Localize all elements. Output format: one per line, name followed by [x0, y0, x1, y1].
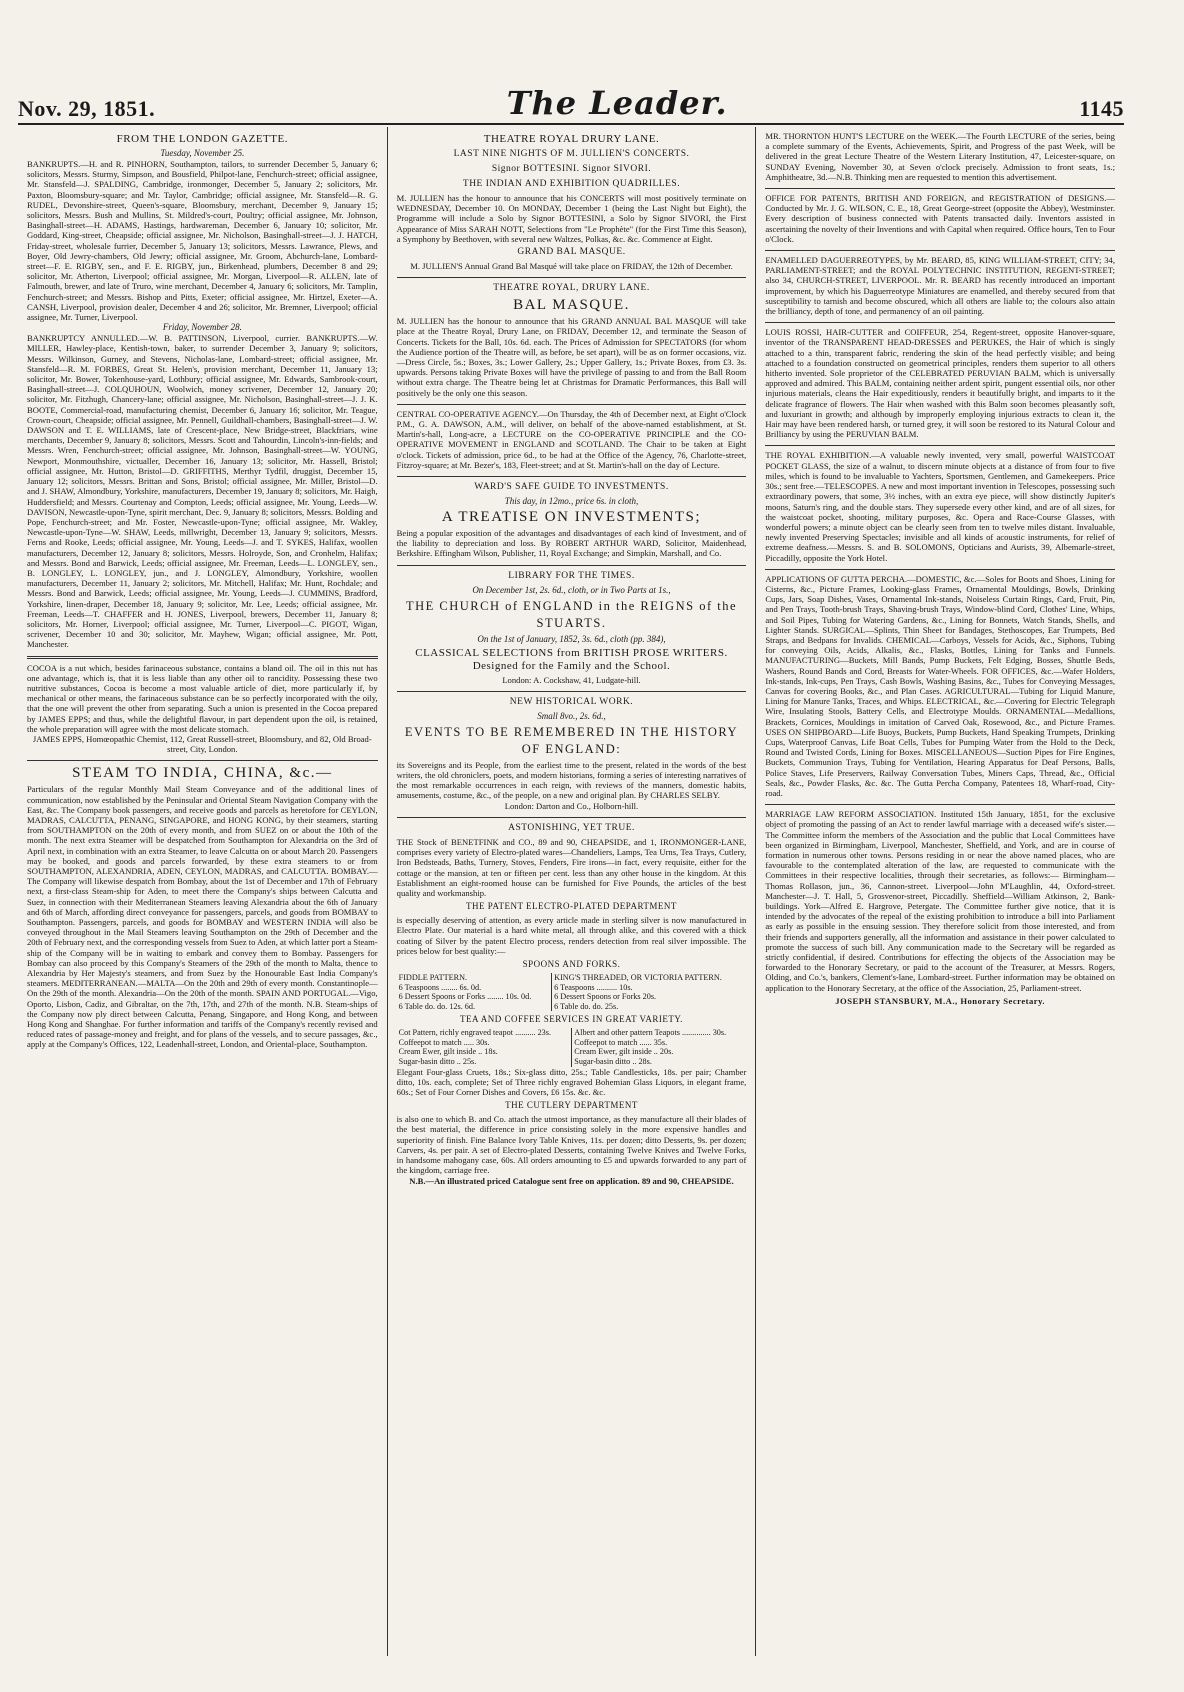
- table-cell: 6 Dessert Spoons or Forks 20s.: [552, 992, 747, 1002]
- divider: [27, 760, 378, 761]
- library-title-2: CLASSICAL SELECTIONS from BRITISH PROSE WRITERS. Designed for the Family and the School.: [415, 646, 728, 672]
- table-cell: Cream Ewer, gilt inside .. 18s.: [398, 1047, 498, 1057]
- newspaper-title: The Leader.: [506, 84, 728, 122]
- table-cell: FIDDLE PATTERN.: [398, 972, 468, 982]
- divider: [397, 817, 747, 818]
- history-heading: NEW HISTORICAL WORK.: [509, 696, 634, 707]
- tea-heading: TEA AND COFFEE SERVICES IN GREAT VARIETY.: [460, 1014, 683, 1025]
- divider: [765, 188, 1115, 189]
- masthead: [18, 78, 1124, 122]
- bal-advert: M. JULLIEN has the honour to announce that his GRAND ANNUAL BAL MASQUE will take place at the Theatre Royal, Drury Lane, on FRIDAY, December 12, and terminate the Season of Concerts. Tickets for the Ball, 10s. 6d. each. The Prices of Admission for SPECTATORS (for whom the Audience portion of the Theatre will, as before, be set apart), will be as on former occasions, viz.—Dress Circle, 5s.; Boxes, 3s.; Lower Gallery, 2s.; Upper Gallery, 1s.; Private Boxes, from £3. 3s. upwards. Persons taking Private Boxes will have the privilege of passing to and from the Ball Room without extra charge. The Theatre being let at Christmas for Dramatic Performances, this Ball will positively be the only one this season.: [396, 316, 747, 398]
- issue-date: Nov. 29, 1851.: [18, 96, 156, 121]
- ward-heading: WARD'S SAFE GUIDE TO INVESTMENTS.: [474, 482, 669, 493]
- table-row: [397, 973, 747, 983]
- divider: [765, 804, 1115, 805]
- table-cell: 6 Table do. do. 25s.: [552, 1002, 747, 1012]
- grand-bal-advert: M. JULLIEN'S Annual Grand Bal Masqué will take place on FRIDAY, the 12th of December.: [410, 261, 733, 272]
- history-title: EVENTS TO BE REMEMBERED IN THE HISTORY OF ENGLAND:: [404, 724, 739, 756]
- history-publisher: London: Darton and Co., Holborn-hill.: [504, 800, 639, 811]
- cutlery-note: N.B.—An illustrated priced Catalogue sent free on application. 89 and 90, CHEAPSIDE.: [409, 1175, 734, 1186]
- table-row: [397, 1047, 747, 1057]
- steam-title: STEAM TO INDIA, CHINA, &c.—: [72, 765, 333, 782]
- table-cell: Cream Ewer, gilt inside .. 20s.: [572, 1047, 747, 1057]
- royal-exhibition-advert: THE ROYAL EXHIBITION.—A valuable newly invented, very small, powerful WAISTCOAT POCKET GLASS, the size of a walnut, to discern minute objects at a distance of from four to five miles, which is found to be invaluable to Yachters, Sportsmen, Gentlemen, and Gamekeepers. Price 30s.; sent free.—TELESCOPES. A new and most important invention in Telescopes, possessing such extraordinary powers, that some, 3½ inches, with an extra eye piece, will show distinctly Jupiter's moons, Saturn's ring, and the double stars. They supersede every other kind, and are of all sizes, for the waistcoat pocket, shooting, military purposes, &c. Opera and Race-Course Glasses, with wonderful powers; a minute object can be clearly seen from ten to twelve miles distant. Invaluable, newly invented Preserving Spectacles; invisible and all kinds of acoustic instruments, for relief of extreme deafness.—Messrs. S. and B. SOLOMONS, Opticians and Aurists, 39, Albemarle-street, Piccadilly, opposite the York Hotel.: [765, 450, 1115, 563]
- table-row: [397, 1002, 747, 1012]
- table-cell: 6 Teaspoons .......... 10s.: [552, 983, 747, 993]
- steam-advert: Particulars of the regular Monthly Mail Steam Conveyance and of the additional lines of communication, now established by the Peninsular and Oriental Steam Navigation Company with the East, &c. The Company book passengers, and receive goods and parcels as heretofore for CEYLON, MADRAS, CALCUTTA, PENANG, SINGAPORE, and HONG KONG, by their steamers, starting from SOUTHAMPTON on the 20th of every month, and from SUEZ on or about the 10th of the month. The next extra Steamer will be despatched from Southampton for Alexandria on the 3rd of April next, in combination with an extra Steamer, to leave Calcutta on or about March 20. Passengers may be booked, and goods and parcels forwarded, by these extra steamers to or from SOUTHAMPTON, ALEXANDRIA, ADEN, CEYLON, MADRAS, and CALCUTTA. BOMBAY.—The Company will likewise despatch from Bombay, about the 1st of December and 17th of February next, a first-class Steam-ship for Aden, to meet there the Company's ships between Calcutta and Suez, in connection with their Mediterranean Steamers leaving Alexandria about the 6th of January and 6th of March, affording direct conveyance for passengers, parcels, and goods from BOMBAY to Southampton. Passengers, parcels, and goods for BOMBAY and WESTERN INDIA will also be conveyed throughout in the Mail Steamers leaving Southampton on the 29th of December and the 20th of February next, and the corresponding vessels from Suez to Aden, at which latter port a Steam-ship of the Company will be in waiting to embark and convey them to Bombay. Passengers for Bombay can also proceed by this Company's Steamers of the 29th of the month to Malta, thence to Alexandria by Her Majesty's steamers, and from Suez by the Honourable East India Company's steamers. MEDITERRANEAN.—MALTA—On the 20th and 29th of every month. Constantinople—On the 29th of the month. Alexandria—On the 20th of the month. SPAIN AND PORTUGAL.—Vigo, Oporto, Lisbon, Cadiz, and Gibraltar, on the 7th, 17th, and 27th of the month. N.B. Steam-ships of the Company now ply direct between Calcutta, Penang, Singapore, and Hong Kong, and between Hong Kong and Shanghae. For further information and tariffs of the Company's recently revised and reduced rates of passage-money and freight, and for plans of the vessels, and to secure passages, &c., apply at the Company's Offices, 122, Leadenhall-street, London, and Oriental-place, Southampton.: [27, 784, 378, 1050]
- drury-performers: Signor BOTTESINI. Signor SIVORI.: [491, 164, 652, 174]
- bal-heading: THEATRE ROYAL, DRURY LANE.: [493, 283, 650, 294]
- cocoa-signature: JAMES EPPS, Homœopathic Chemist, 112, Great Russell-street, Bloomsbury, and 82, Old Broad-street, City, London.: [32, 733, 372, 755]
- marriage-law-advert: MARRIAGE LAW REFORM ASSOCIATION. Instituted 15th January, 1851, for the exclusive object of promoting the passing of an Act to render lawful marriage with a deceased wife's sister.—The Committee inform the members of the Association and the public that Local Committees have been organized in Birmingham, Liverpool, Manchester, Sheffield, and York, and are in course of formation in numerous other towns. Persons residing in or near the above named places, who are favourable to the contemplated alteration of the law, are requested to communicate with the Committees in their respective localities, through their secretaries, as follows:— Birmingham—Thomas Rollason, jun., 36, Cannon-street. Liverpool—John M'Laughlin, 44, Oxford-street. Manchester—J. T. Hall, 5, Grosvenor-street, Piccadilly. Sheffield—William Atkinson, 2, Bank-buildings. York—Alfred E. Hargrove, Petergate. The Committee further give notice, that it is intended by the advocates of the repeal of the existing prohibition to introduce a bill into Parliament as early as possible in the ensuing session. They therefore solicit from those interested, and from their friends and supporters generally, all the information and assistance in their power calculated to promote the success of such bill. Any communication made to the Secretary will be regarded as strictly confidential, if desired. Contributions for effecting the objects of the Association may be forwarded to the Honorary Secretary, or paid to the account of the Treasurer, at Messrs. Rogers, Olding, and Co.'s, bankers, Clement's-lane, Lombard-street. Further information may be obtained on application to the Honorary Secretary, at the office of the Association, 25, Parliament-street.: [765, 809, 1115, 993]
- table-cell: Coffeepot to match ...... 35s.: [572, 1038, 747, 1048]
- drury-advert: M. JULLIEN has the honour to announce that his CONCERTS will most positively terminate on WEDNESDAY, December 10. On MONDAY, December 1 (being the Last Night but Eight), the Programme will include a Solo by Signor BOTTESINI, a Solo by Signor SIVORI, the First Appearance of Miss SARAH NOTT, Selections from "Le Prophète" (for the First Time this Season), a Symphony by Beethoven, with several new Waltzes, Polkas, &c. &c. Commence at Eight.: [396, 193, 747, 244]
- cocoa-advert: COCOA is a nut which, besides farinaceous substance, contains a bland oil. The oil in this nut has one advantage, which is, that it is less liable than any other oil to rancidity. Possessing these two nutritive substances, Cocoa is become a most valuable article of diet, more particularly if, by mechanical or other means, the farinaceous substance can be so perfectly incorporated with the oily, that the one will prevent the other from separating. Such a union is presented in the Cocoa prepared by JAMES EPPS; and thus, while the delightful flavour, in part dependent upon the oil, is retained, the whole preparation will agree with the most delicate stomach.: [27, 662, 378, 734]
- hunt-lecture-advert: MR. THORNTON HUNT'S LECTURE on the WEEK.—The Fourth LECTURE of the series, being a complete summary of the Events, Achievements, Spirit, and Progress of the past Week, will be delivered in the great Lecture Theatre of the Western Literary Institution, 47, Leicester-square, on SUNDAY Evening, November 30, at Seven o'clock precisely. Admission to front seats, 1s.; Amphitheatre, 3d.—N.B. Thinking men are requested to mention this advertisement.: [765, 131, 1115, 182]
- column-2: [387, 127, 756, 1656]
- table-row: [397, 983, 747, 993]
- divider: [397, 691, 747, 692]
- columns: [18, 127, 1124, 1656]
- column-3: [755, 127, 1124, 1656]
- divider: [765, 569, 1115, 570]
- drury-title: THEATRE ROYAL DRURY LANE.: [483, 133, 660, 145]
- table-row: [397, 992, 747, 1002]
- table-cell: 6 Teaspoons ........ 6s. 0d.: [398, 982, 482, 992]
- table-cell: Sugar-basin ditto .. 28s.: [572, 1057, 747, 1067]
- library-subtitle-2: On the 1st of January, 1852, 3s. 6d., cloth (pp. 384),: [477, 633, 666, 644]
- daguerreotypes-advert: ENAMELLED DAGUERREOTYPES, by Mr. BEARD, 85, KING WILLIAM-STREET, CITY; 34, PARLIAMENT-STREET; and the ROYAL POLYTECHNIC INSTITUTION, REGENT-STREET; also 34, CHURCH-STREET, LIVERPOOL. Mr. R. BEARD has recently introduced an important improvement, by which his Daguerreotype Miniatures are enamelled, and thereby secured from that susceptibility to tarnish and become obscured, which all others are liable to; the colours also attain the brilliancy, depth of tone, and permanency of an oil painting.: [765, 255, 1115, 317]
- rossi-advert: LOUIS ROSSI, HAIR-CUTTER and COIFFEUR, 254, Regent-street, opposite Hanover-square, inventor of the TRANSPARENT HEAD-DRESSES and PERUKES, the Hair of which is singly attached to a thin, transparent fabric, rendering the skin of the head perfectly visible; and being attached to a foundation constructed on geometrical principles, renders them superior to all others hitherto invented. Sole proprietor of the CELEBRATED PERUVIAN BALM, which is universally approved and admired. This BALM, containing neither ardent spirit, pungent essential oils, nor other injurious materials, cleans the Hair expeditiously, renders it beautifully bright, and imparts to it the delicate fragrance of flowers. The Hair when washed with this Balm soon becomes pleasantly soft, and luxuriant in growth; and although by improperly employing injurious extracts to clean it, the Hair may have been rendered harsh, or turned grey, it will soon be restored to its Natural Colour and Brilliancy by using the PERUVIAN BALM.: [765, 327, 1115, 440]
- cooperative-advert: CENTRAL CO-OPERATIVE AGENCY.—On Thursday, the 4th of December next, at Eight o'Clock P.M., G. A. DAWSON, A.M., will deliver, on behalf of the above-named establishment, at St. Martin's-hall, Long-acre, a LECTURE on the CO-OPERATIVE PRINCIPLE and the CO-OPERATIVE MOVEMENT in ENGLAND and SCOTLAND. The Chair to be taken at Eight o'clock. Tickets of admission, price 6d., to be had at the Office of the Agency, 76, Charlotte-street, Fitzroy-square; at Mr. Bezer's, 183, Fleet-street; and at St. Martin's-hall on the day of Lecture.: [396, 408, 747, 470]
- tea-table: [397, 1028, 747, 1066]
- gazette-date-1: Tuesday, November 25.: [160, 148, 245, 158]
- grand-bal-title: GRAND BAL MASQUE.: [517, 247, 626, 258]
- cutlery-heading: THE CUTLERY DEPARTMENT: [505, 1100, 638, 1111]
- table-cell: Sugar-basin ditto .. 25s.: [398, 1057, 477, 1067]
- spoons-table: [397, 973, 747, 1011]
- divider: [397, 565, 747, 566]
- drury-quadrilles: THE INDIAN AND EXHIBITION QUADRILLES.: [462, 179, 681, 189]
- table-cell: Coffeepot to match ..... 30s.: [398, 1037, 490, 1047]
- gazette-bankrupts-2: BANKRUPTCY ANNULLED.—W. B. PATTINSON, Liverpool, currier. BANKRUPTS.—W. MILLER, Hawley-place, Kentish-town, baker, to surrender December 3, January 9; solicitors, Messrs. Wilkinson, Gurney, and Stevens, Nicholas-lane, Lombard-street; official assignee, Mr. Stansfeld—R. M. FORBES, Great St. Helen's, provision merchant, December 11, January 13; solicitor, Mr. Bower, Tokenhouse-yard, Lothbury; official assignee, Mr. Edwards, Sambrook-court, Basinghall-street—J. COLQUHOUN, Woolwich, money scrivener, December 12, January 20; solicitor, Mr. Fitzhugh, Chancery-lane; official assignee, Mr. Nicholson, Basinghall-street—J. J. K. BOOTE, Commercial-road, manufacturing chemist, December 6, January 16; solicitor, Mr. Teague, Crown-court, Cheapside; official assignee, Mr. Pennell, Guildhall-chambers, Basinghall-street—J. W. DAWSON and T. E. WILLIAMS, late of Crescent-place, New Bridge-street, Blackfriars, wine merchants, December 9, January 8; solicitors, Messrs. Scott and Tahourdin, Lincoln's-inn-fields; and Messrs. Wren, Fenchurch-street; official assignee, Mr. Johnson, Basinghall-street—W. YOUNG, Newport, Monmouthshire, victualler, December 16, January 13; solicitor, Mr. Hassell, Bristol; official assignee, Mr. Hutton, Bristol—D. GRIFFITHS, Merthyr Tydfil, druggist, December 15, January 12; solicitors, Messrs. Brittan and Sons, Bristol; official assignee, Mr. Miller, Bristol—D. and J. SHAW, Almondbury, Yorkshire, manufacturers, December 19, January 8; solicitors, Mr. Haigh, Huddersfield; and Messrs. Courtenay and Compton, Leeds; official assignee, Mr. Young, Leeds—W. DAVISON, Newcastle-upon-Tyne, spirit merchant, Dec. 9, January 8; solicitors, Messrs. Bolding and Pope, Fenchurch-street; and Mr. Foster, Newcastle-upon-Tyne; official assignee, Mr. Wakley, Newcastle-upon-Tyne—W. SHAW, Leeds, millwright, December 13, January 9; solicitors, Messrs. Ferns and Rooke, Leeds; official assignee, Mr. Young, Leeds—J. and T. SYKES, Halifax, woollen manufacturers, December 12, January 8; solicitors, Messrs. Holroyde, Son, and Cronhelm, Halifax; and Messrs. Bond and Barwick, Leeds; official assignee, Mr. Freeman, Leeds—L. LONGLEY, sen., B. LONGLEY, L. LONGLEY, jun., and J. LONGLEY, Almondbury, Yorkshire, woollen manufacturers, December 11, January 2; solicitors, Mr. Mitchell, Halifax; Mr. Hunt, Rochdale; and Messrs. Bond and Barwick, Leeds; official assignee, Mr. Young, Leeds—J. CUMMINS, Bradford, Yorkshire, linen-draper, December 18, January 9; solicitor, Mr. Lee, Leeds; official assignee, Mr. Freeman, Leeds—T. CHAFFER and H. JONES, Liverpool, brewers, December 11, January 8; solicitors, Mr. Horner, Liverpool; official assignee, Mr. Turner, Liverpool—C. PIGOT, Wigan, scrivener, December 10 and 30; solicitor, Mr. Mayhew, Wigan; official assignee, Mr. Pott, Manchester.: [27, 333, 378, 650]
- divider: [397, 404, 747, 405]
- divider: [397, 277, 747, 278]
- divider: [765, 250, 1115, 251]
- gazette-title: FROM THE LONDON GAZETTE.: [116, 133, 288, 145]
- masthead-rule: [18, 123, 1124, 125]
- page-number: 1145: [1079, 96, 1124, 121]
- history-advert: its Sovereigns and its People, from the earliest time to the present, related in the words of the best writers, the old chroniclers, poets, and modern historians, forming a series of interesting narratives of the most remarkable occurrences in each reign, with reviews of the manners, domestic habits, amusements, costume, &c., of the people, on a new and original plan. By CHARLES SELBY.: [396, 759, 747, 801]
- ward-title: A TREATISE ON INVESTMENTS;: [441, 509, 702, 526]
- table-cell: 6 Table do. do. 12s. 6d.: [398, 1001, 476, 1011]
- divider: [397, 476, 747, 477]
- gazette-date-2: Friday, November 28.: [162, 322, 242, 333]
- library-title: THE CHURCH of ENGLAND in the REIGNS of the STUARTS.: [405, 598, 737, 630]
- column-1: [18, 127, 387, 1656]
- benetfink-advert: THE Stock of BENETFINK and CO., 89 and 90, CHEAPSIDE, and 1, IRONMONGER-LANE, comprises every variety of Electro-plated wares—Chandeliers, Lamps, Tea Urns, Tea Trays, Cutlery, Iron Bedsteads, Baths, Turnery, Stoves, Fenders, Fire irons—in fact, every requisite, either for the cottage or the mansion, at ten or fifteen per cent. less than any other house in the kingdom. At this Establishment an eight-roomed house can be furnished for Five Pounds, the articles of the best quality and workmanship.: [396, 836, 747, 898]
- ward-advert: Being a popular exposition of the advantages and disadvantages of each kind of Investment, and of the liability to depreciation and loss. By ROBERT ARTHUR WARD, Solicitor, Maidenhead, Berkshire. Effingham Wilson, Publisher, 11, Royal Exchange; and Simpkin, Marshall, and Co.: [396, 528, 747, 559]
- gazette-bankrupts-1: BANKRUPTS.—H. and R. PINHORN, Southampton, tailors, to surrender December 5, January 6; solicitors, Messrs. Sturmy, Simpson, and Bousfield, Philpot-lane, Fenchurch-street; official assignee, Mr. Stansfeld—J. SPALDING, Cambridge, ironmonger, December 5, January 2; solicitors, Mr. Paxton, Bloomsbury-square; and Mr. Taylor, Cambridge; official assignee, Mr. Stansfeld—R. G. RUDEL, Devonshire-street, Queen's-square, Bloomsbury, merchant, December 9, January 15; solicitors, Messrs. Bush and Mullins, St. Mildred's-court, Poultry; official assignee, Mr. Johnson, Basinghall-street—H. ADAMS, Hastings, hardwareman, December 6, January 10; solicitor, Mr. Goddard, King-street, Cheapside; official assignee, Mr. Nicholson, Basinghall-street—J. J. HATCH, Friday-street, wholesale furrier, December 5, January 13; solicitors, Messrs. Lawrance, Plews, and Boyer, Old Jewry-chambers, Old Jewry; official assignee, Mr. Groom, Abchurch-lane, Lombard-street—F. E. RIGBY, sen., and F. E. RIGBY, jun., Birkenhead, plumbers, December 8 and 29; solicitor, Mr. Atherton, Liverpool; official assignee, Mr. Morgan, Liverpool—R. ALLEN, late of Falmouth, brewer, and late of Truro, wine merchant, December 4, January 6; solicitors, Mr. Tamplin, Fenchurch-street; and Messrs. Bishop and Pitts, Exeter; official assignee, Mr. Hirtzel, Exeter—A. CANSH, Liverpool, provision dealer, December 4 and 26; solicitor, Mr. Bremner, Liverpool; official assignee, Mr. Turner, Liverpool.: [27, 159, 378, 323]
- divider: [765, 445, 1115, 446]
- cutlery-advert: is also one to which B. and Co. attach the utmost importance, as they manufacture all their blades of the best material, the difference in price consisting solely in the more expensive handles and superiority of finish. Fine Balance Ivory Table Knives, 11s. per dozen; ditto Desserts, 9s. per dozen; Carvers, 4s. per pair. A set of Electro-plated Desserts, containing Twelve Knives and Twelve Forks, in handsome mahogany case, 60s. All orders amounting to £5 and upwards forwarded to any part of the kingdom, carriage free.: [396, 1114, 747, 1176]
- table-cell: Albert and other pattern Teapots .............. 30s.: [572, 1028, 747, 1038]
- spoons-heading: SPOONS AND FORKS.: [522, 958, 621, 969]
- library-heading: LIBRARY FOR THE TIMES.: [508, 570, 635, 581]
- ward-subtitle: This day, in 12mo., price 6s. in cloth,: [504, 496, 639, 507]
- table-row: [397, 1057, 747, 1067]
- patents-office-advert: OFFICE FOR PATENTS, BRITISH AND FOREIGN, and REGISTRATION of DESIGNS.—Conducted by Mr. J. G. WILSON, C. E., 18, Great George-street (opposite the Abbey), Westminster. Every description of business connected with Patents transacted daily. Inventors assisted in ascertaining the novelty of their Inventions and with Capital when required. Office hours, Ten to Four o'Clock.: [765, 193, 1115, 244]
- library-publisher: London: A. Cockshaw, 41, Ludgate-hill.: [502, 674, 641, 685]
- astonishing-heading: ASTONISHING, YET TRUE.: [508, 822, 635, 833]
- bal-title: BAL MASQUE.: [513, 297, 630, 314]
- table-row: [397, 1038, 747, 1048]
- table-row: [397, 1028, 747, 1038]
- gutta-percha-advert: APPLICATIONS OF GUTTA PERCHA.—DOMESTIC, &c.—Soles for Boots and Shoes, Lining for Cisterns, &c., Picture Frames, Looking-glass Frames, Ornamental Mouldings, Bowls, Drinking Cups, Jars, Soap Dishes, Vases, Ornamental Ink-stands, Noiseless Curtain Rings, Card, Fruit, Pin, and Pen Trays, Tooth-brush Trays, Shaving-brush Trays, Window-blind Cord, Clothes' Line, Whips, and Soil Pipes, Tubing for Watering Gardens, &c., Lining for Bonnets, Watch Stands, Shells, and Lighter Stands. SURGICAL—Splints, Thin Sheet for Bandages, Stethoscopes, Ear Trumpets, Bed Straps, and Bedpans for Invalids. CHEMICAL—Carboys, Vessels for Acids, &c., Siphons, Tubing for conveying Oils, Acids, Alkalis, &c., Flasks, Bottles, Lining for Tanks and Funnels. MANUFACTURING—Buckets, Mill Bands, Pump Buckets, Felt Edging, Bosses, Shuttle Beds, Washers, Round Bands and Cord, Breasts for Water-Wheels. FOR OFFICES, &c.—Wafer Holders, Ink-stands, Ink-cups, Pen Trays, Cash Bowls, Washing Basins, &c., Tubes for Conveying Messages, Canvas for covering Books, &c., and Plan Cases. AGRICULTURAL—Tubing for Liquid Manure, Lining for Manure Tanks, Traces, and Whips. ELECTRICAL, &c.—Covering for Electric Telegraph Wire, Insulating Stools, Battery Cells, and Electrotype Moulds. ORNAMENTAL—Medallions, Brackets, Cornices, Mouldings in imitation of Carved Oak, Rosewood, &c., and Picture Frames. USES ON SHIPBOARD—Life Buoys, Buckets, Pump Buckets, Hand Speaking Trumpets, Drinking Cups, Waterproof Canvas, Life Boat Cells, Tubes for Pumping Water from the Hold to the Deck, Round and Twisted Cords, Lining for Boxes. MISCELLANEOUS—Suction Pipes for Fire Engines, Buckets, Communion Trays, Tubing for Ventilation, Hearing Apparatus for Deaf Persons, Balls, Police Staves, Life Preservers, Railway Conversation Tubes, Miners Caps, Thread, &c., Official Seals, &c., Powder Flasks, &c. &c. The Gutta Percha Company, Patentees 18, Wharf-road, City-road.: [765, 573, 1115, 798]
- tea-advert: Elegant Four-glass Cruets, 18s.; Six-glass ditto, 25s.; Table Candlesticks, 18s. per pair; Chamber ditto, 10s. each, complete; Set of Three richly engraved Bohemian Glass Liquors, in elegant frame, 60s.; Set of Four Corner Dishes and Covers, £6 15s. &c. &c.: [396, 1066, 747, 1098]
- marriage-signature: JOSEPH STANSBURY, M.A., Honorary Secretary.: [835, 995, 1046, 1006]
- library-subtitle: On December 1st, 2s. 6d., cloth, or in Two Parts at 1s.,: [472, 584, 671, 595]
- patent-heading: THE PATENT ELECTRO-PLATED DEPARTMENT: [466, 901, 677, 912]
- table-cell: KING'S THREADED, OR VICTORIA PATTERN.: [552, 973, 747, 983]
- table-cell: Cot Pattern, richly engraved teapot .......... 23s.: [398, 1028, 552, 1038]
- table-cell: 6 Dessert Spoons or Forks ........ 10s. 0d.: [398, 992, 532, 1002]
- drury-subtitle: LAST NINE NIGHTS OF M. JULLIEN'S CONCERTS.: [453, 149, 690, 159]
- history-subtitle: Small 8vo., 2s. 6d.,: [537, 710, 606, 721]
- patent-advert: is especially deserving of attention, as every article made in sterling silver is now manufactured in Electro Plate. Our material is a hard white metal, all through alike, and this covered with a thick coating of Silver by the patent Electro process, renders detection from real silver impossible. The prices below for best quality:—: [396, 915, 747, 956]
- divider: [765, 322, 1115, 323]
- divider: [27, 656, 378, 659]
